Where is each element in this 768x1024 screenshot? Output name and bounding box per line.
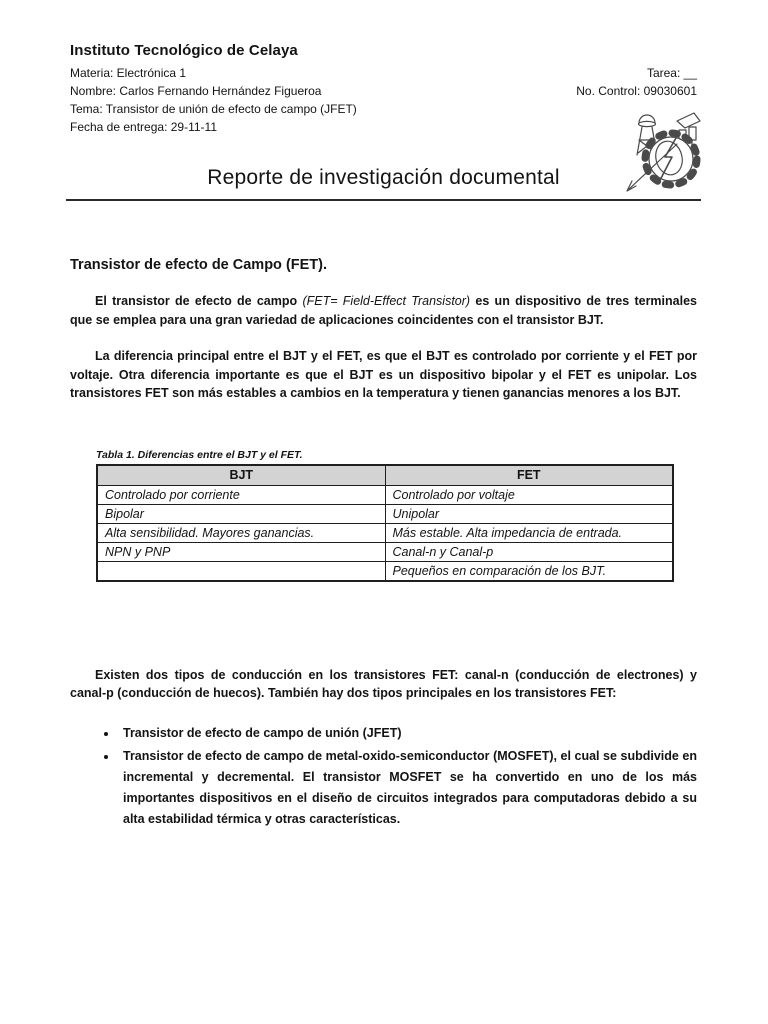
section-heading: Transistor de efecto de Campo (FET).: [70, 257, 328, 273]
nombre-label: Nombre: Carlos Fernando Hernández Figueroa: [70, 84, 322, 98]
table-cell: Canal-n y Canal-p: [385, 543, 673, 562]
paragraph-fet-intro: [70, 292, 697, 329]
meta-line-nombre: [70, 82, 697, 100]
materia-label: Materia: Electrónica 1: [70, 66, 187, 80]
p1-text-pre: El transistor de efecto de campo: [95, 294, 303, 308]
table-row: [97, 524, 673, 543]
paragraph-fet-types: Existen dos tipos de conducción en los transistores FET: canal-n (conducción de electrones) y canal-p (conducción de huecos). También hay dos tipos principales en los transistores FET:: [70, 667, 697, 700]
itc-logo-drawing: [615, 109, 709, 197]
meta-line-tema: [70, 100, 697, 118]
table-cell: Alta sensibilidad. Mayores ganancias.: [97, 524, 385, 543]
tarea-label: Tarea: __: [646, 66, 697, 80]
bjt-fet-comparison-table: [96, 464, 674, 582]
meta-line-materia: [70, 64, 697, 82]
institution-name: Instituto Tecnológico de Celaya: [70, 42, 298, 59]
table-header-row: [97, 465, 673, 486]
document-title: Reporte de investigación documental: [207, 166, 560, 189]
list-item-jfet: • Transistor de efecto de campo de unión (JFET): [118, 723, 697, 744]
table-header-fet: FET: [385, 465, 673, 486]
table-caption: Tabla 1. Diferencias entre el BJT y el FET.: [96, 448, 303, 461]
fet-types-list: [70, 723, 697, 830]
list-item-mosfet: • Transistor de efecto de campo de metal-oxido-semiconductor (MOSFET), el cual se subdivide en incremental y decremental. El transistor MOSFET se ha convertido en uno de los más importantes dispositivos en el diseño de circuitos integrados para computadoras debido a su alta estabilidad térmica y otras características.: [118, 746, 697, 830]
table-row: [97, 486, 673, 505]
title-divider: [66, 199, 701, 201]
table-header-bjt: BJT: [97, 465, 385, 486]
table-cell: Bipolar: [97, 505, 385, 524]
table-cell: NPN y PNP: [97, 543, 385, 562]
itc-logo-icon: [615, 109, 709, 197]
table-cell: Unipolar: [385, 505, 673, 524]
header-block: [70, 42, 697, 136]
table-row: [97, 505, 673, 524]
tema-label: Tema: Transistor de unión de efecto de campo (JFET): [70, 102, 357, 116]
paragraph-bjt-fet-differences: La diferencia principal entre el BJT y el FET, es que el BJT es controlado por corriente y el FET por voltaje. Otra diferencia importante es que el BJT es un dispositivo bipolar y el FET es unipolar. Los transistores FET son más estables a cambios en la temperatura y tienen ganancias menores a los BJT.: [70, 349, 697, 400]
table-cell: Controlado por voltaje: [385, 486, 673, 505]
meta-line-fecha: [70, 118, 697, 136]
table-row: [97, 562, 673, 581]
table-cell: Controlado por corriente: [97, 486, 385, 505]
p1-text-italic: (FET= Field-Effect Transistor): [302, 294, 471, 308]
fecha-label: Fecha de entrega: 29-11-11: [70, 120, 217, 134]
table-cell: Más estable. Alta impedancia de entrada.: [385, 524, 673, 543]
table-cell: Pequeños en comparación de los BJT.: [385, 562, 673, 581]
control-label: No. Control: 09030601: [576, 84, 697, 98]
table-row: [97, 543, 673, 562]
p1-text-post: es un dispositivo de tres terminales que se emplea para una gran variedad de aplicaciones coincidentes con el transistor BJT.: [70, 294, 697, 327]
table-cell-empty: [97, 562, 385, 581]
